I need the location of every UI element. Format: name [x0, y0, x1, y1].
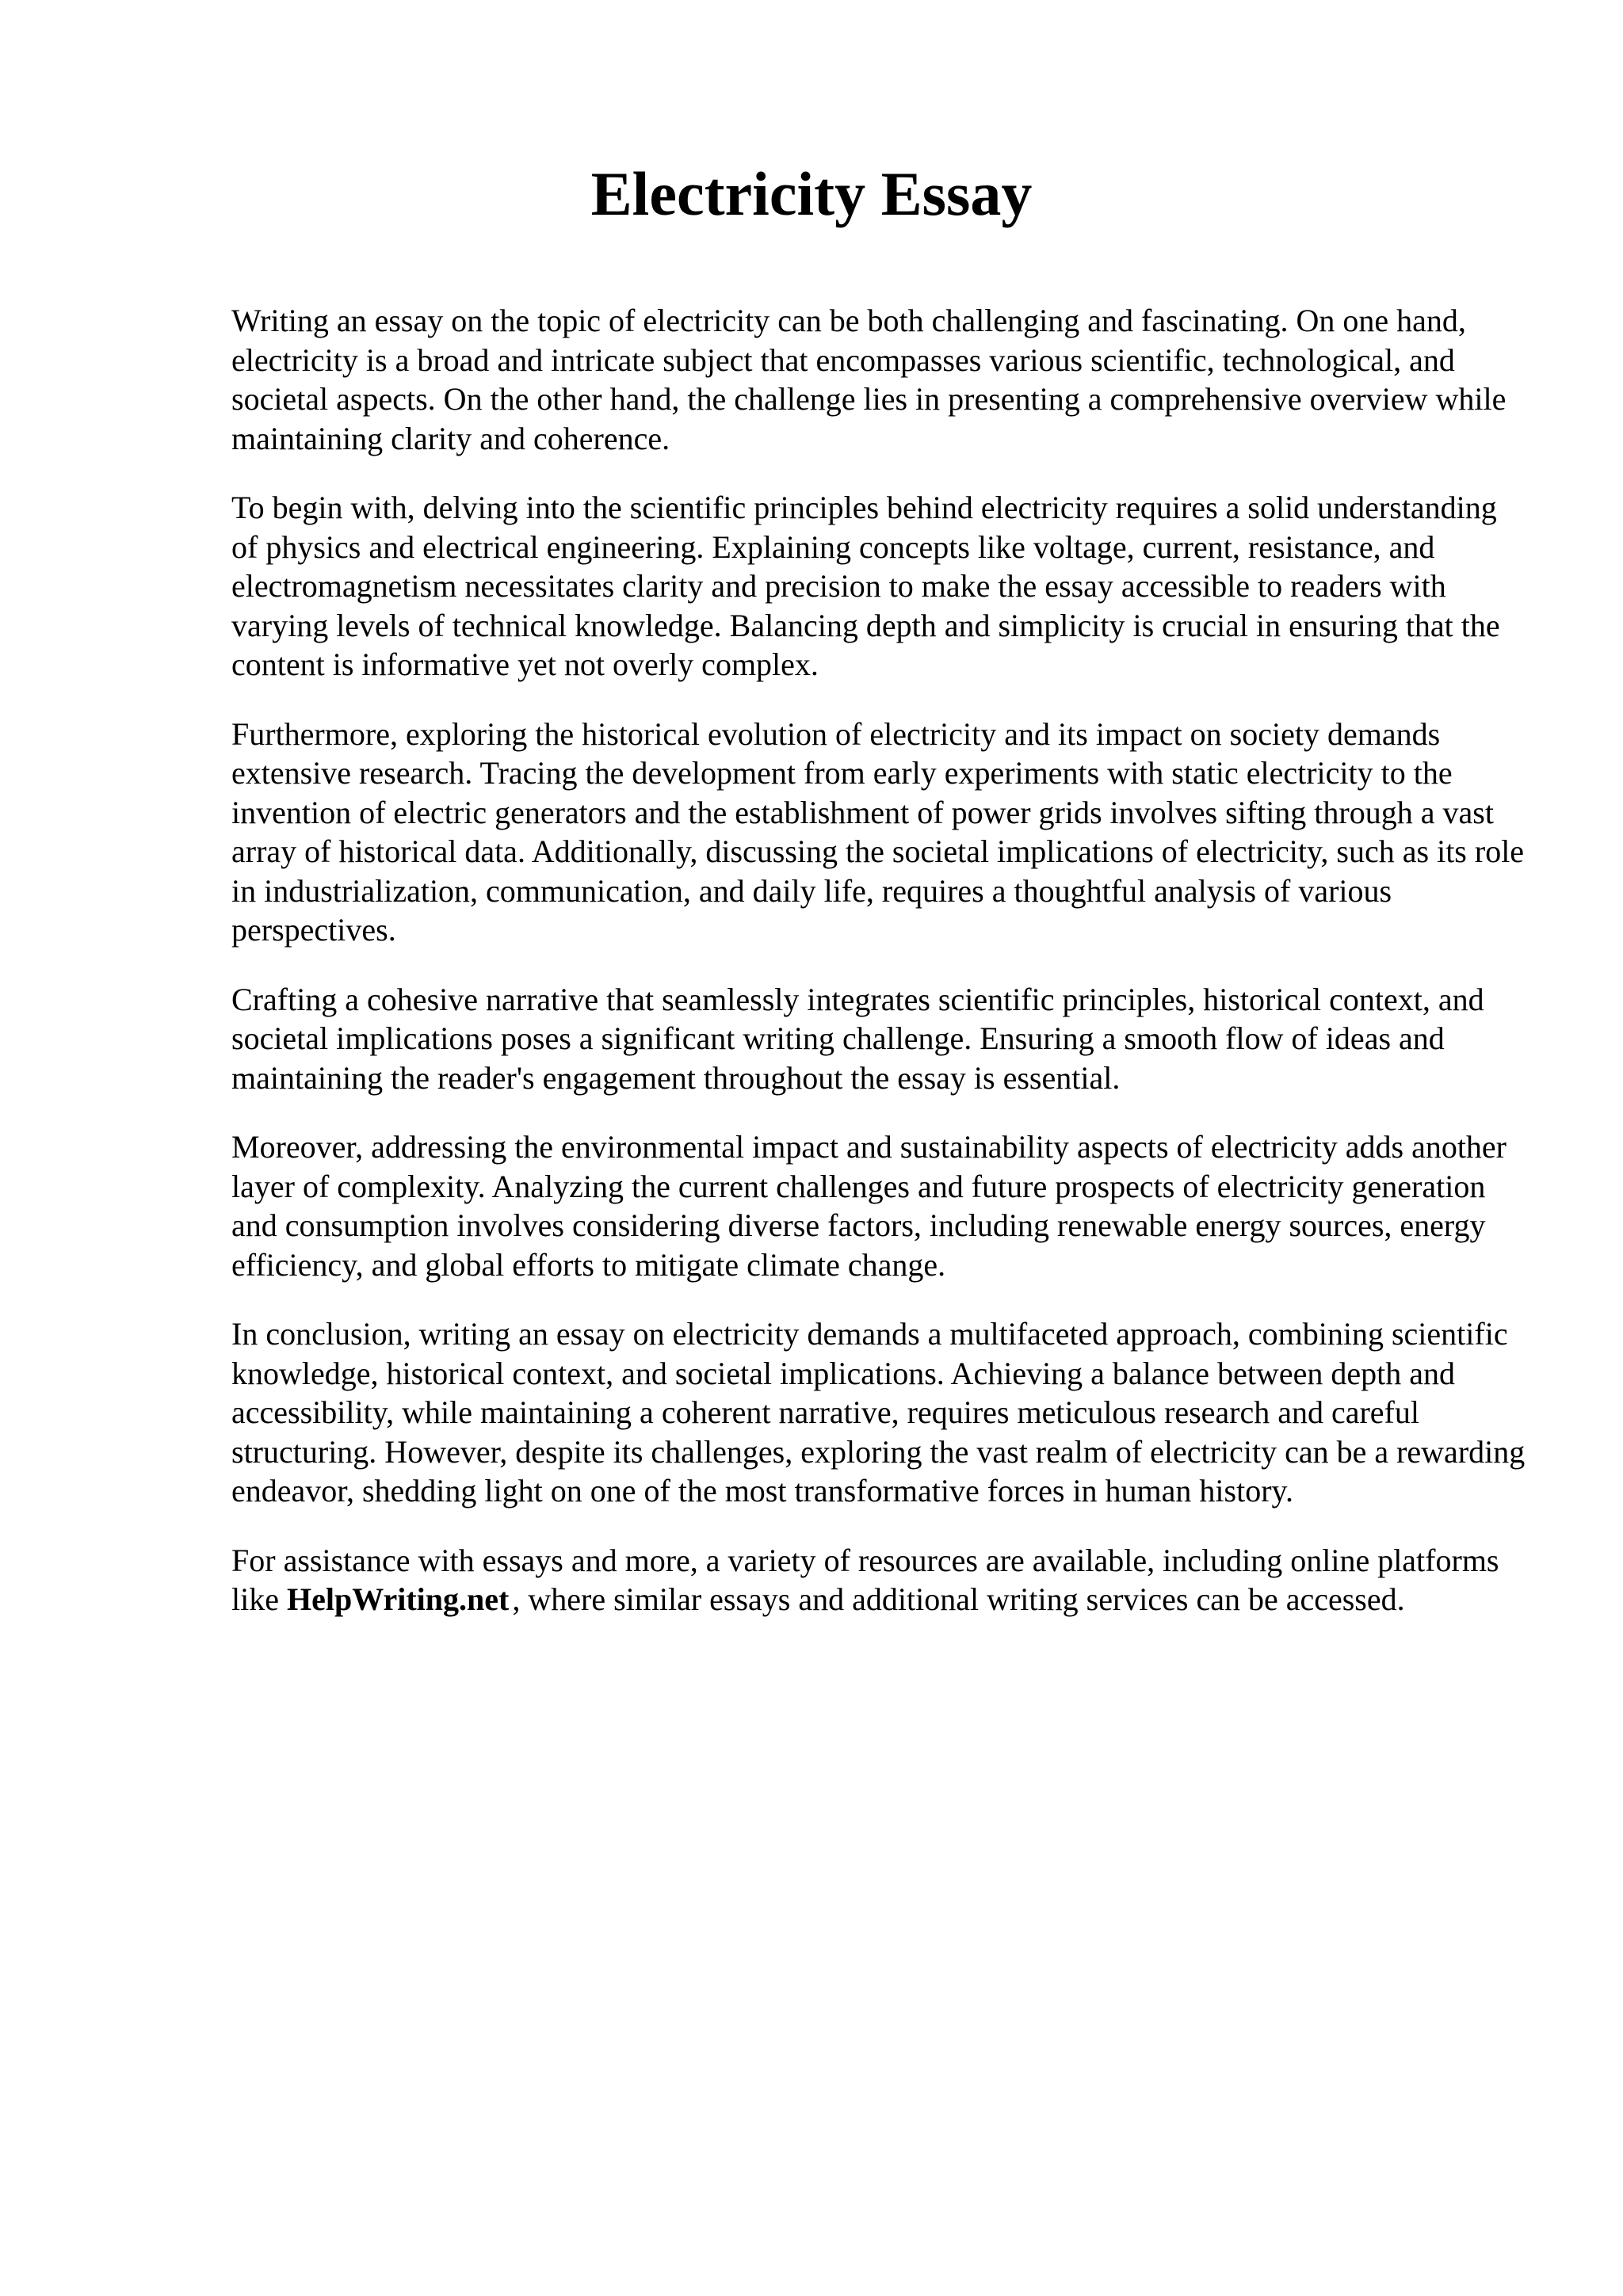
closing-paragraph	[231, 1541, 1531, 1619]
helpwriting-link[interactable]: HelpWriting.net	[286, 1581, 510, 1617]
essay-body	[231, 301, 1531, 1650]
paragraph-1: Writing an essay on the topic of electricity can be both challenging and fascinating. On one hand, electricity is a broad and intricate subject that encompasses various scientific, technological, and societal aspects. On the other hand, the challenge lies in presenting a comprehensive overview while maintaining clarity and coherence.	[231, 303, 1507, 456]
paragraph-5: Moreover, addressing the environmental impact and sustainability aspects of electricity adds another layer of complexity. Analyzing the current challenges and future prospects of electricity generation and consumption involves considering diverse factors, including renewable energy sources, energy efficiency, and global efforts to mitigate climate change.	[231, 1129, 1507, 1283]
paragraph-2: To begin with, delving into the scientific principles behind electricity requires a solid understanding of physics and electrical engineering. Explaining concepts like voltage, current, resistance, and electromagnetism necessitates clarity and precision to make the essay accessible to readers with varying levels of technical knowledge. Balancing depth and simplicity is crucial in ensuring that the content is informative yet not overly complex.	[231, 490, 1500, 682]
paragraph-3: Furthermore, exploring the historical evolution of electricity and its impact on society demands extensive research. Tracing the development from early experiments with static electricity to the invention of electric generators and the establishment of power grids involves sifting through a vast array of historical data. Additionally, discussing the societal implications of electricity, such as its role in industrialization, communication, and daily life, requires a thoughtful analysis of various perspectives.	[231, 715, 1525, 948]
paragraph-6: In conclusion, writing an essay on electricity demands a multifaceted approach, combining scientific knowledge, historical context, and societal implications. Achieving a balance between depth and accessibility, while maintaining a coherent narrative, requires meticulous research and careful structuring. However, despite its challenges, exploring the vast realm of electricity can be a rewarding endeavor, shedding light on one of the most transformative forces in human history.	[231, 1316, 1526, 1508]
document-title: Electricity Essay	[590, 159, 1033, 228]
paragraph-4: Crafting a cohesive narrative that seamlessly integrates scientific principles, historical context, and societal implications poses a significant writing challenge. Ensuring a smooth flow of ideas and maintaining the reader's engagement throughout the essay is essential.	[231, 981, 1484, 1096]
closing-text-before: For assistance with essays and more, a variety of resources are available, including online platforms like	[231, 1542, 1499, 1617]
closing-text-after: , where similar essays and additional writing services can be accessed.	[512, 1581, 1405, 1617]
